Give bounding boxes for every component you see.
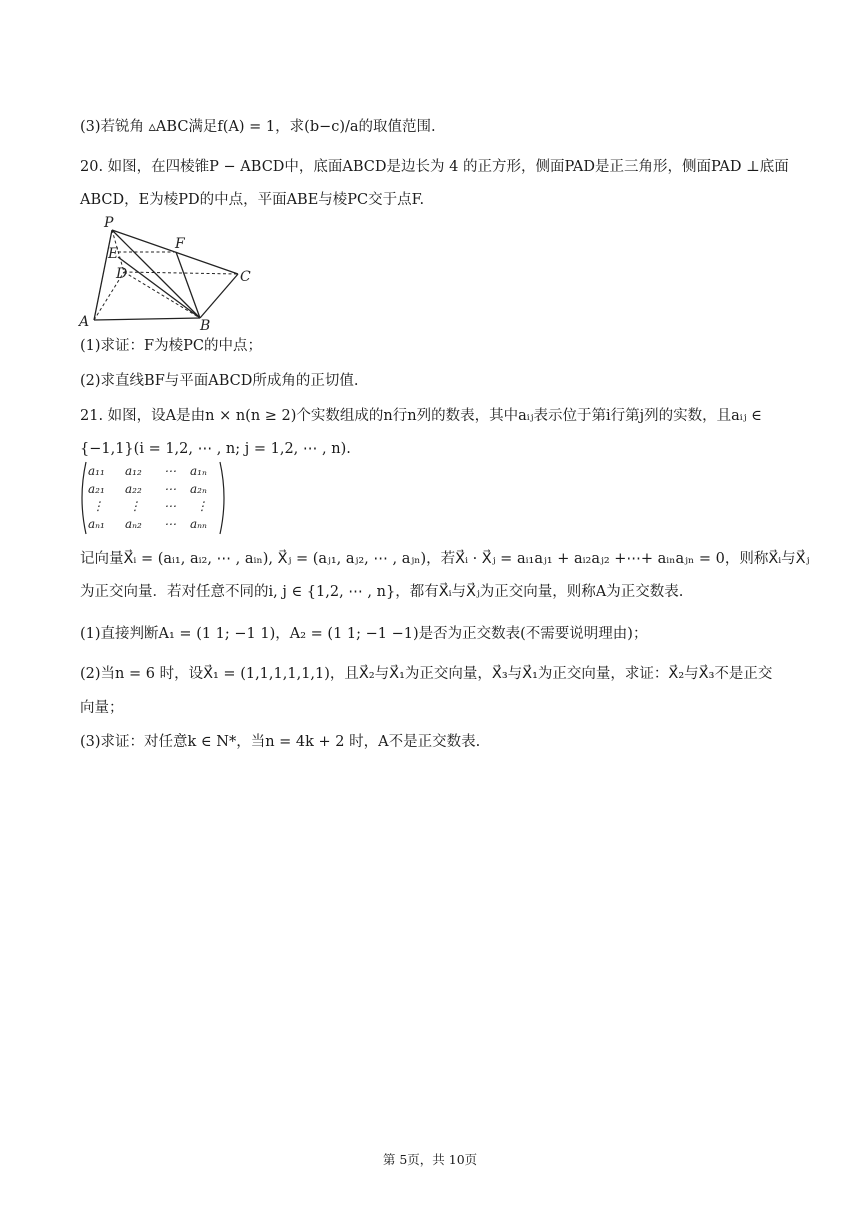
q21-part3: (3)求证：对任意k ∈ N*，当n = 4k + 2 时，A不是正交数表. [80,734,481,750]
q21-part1: (1)直接判断A₁ = (1 1; −1 1)，A₂ = (1 1; −1 −1)是否为正交数表(不需要说明理由)； [80,626,648,642]
pyramid-figure [76,212,266,332]
q20-part2: (2)求直线BF与平面ABCD所成角的正切值. [80,373,359,389]
label-D: D [116,266,128,282]
matrix-cell: a₁₁ [88,464,105,478]
q21-stem-line4: 为正交向量．若对任意不同的i, j ∈ {1,2, ⋯ , n}，都有X⃗ᵢ与X⃗ⱼ为正交向量，则称A为正交数表. [80,584,684,600]
q21-part2-line1: (2)当n = 6 时，设X⃗₁ = (1,1,1,1,1,1)，且X⃗₂与X⃗₁为正交向量，X⃗₃与X⃗₁为正交向量，求证：X⃗₂与X⃗₃不是正交 [80,666,773,682]
matrix-cell: a₂₂ [125,482,142,496]
q19-part3: (3)若锐角 ▵ABC满足f(A) = 1，求(b−c)/a的取值范围. [80,119,436,135]
q20-part1: (1)求证：F为棱PC的中点； [80,338,262,354]
label-A: A [79,314,90,330]
matrix-cell: aₙ₁ [88,517,105,531]
matrix-cell: a₂₁ [88,482,105,496]
matrix-cell: a₂ₙ [190,482,207,496]
matrix-cell: ⋯ [164,464,176,478]
label-P: P [104,215,114,231]
matrix-cell: a₁ₙ [190,464,207,478]
q21-part2-line2: 向量； [80,700,124,716]
matrix-cell: aₙ₂ [125,517,142,531]
matrix-cell: aₙₙ [190,517,207,531]
matrix-cell: ⋯ [164,482,176,496]
q21-stem-line1: 21. 如图，设A是由n × n(n ≥ 2)个实数组成的n行n列的数表，其中aᵢⱼ表示位于第i行第j列的实数，且aᵢⱼ ∈ [80,408,762,424]
matrix-cell: ⋯ [164,517,176,531]
matrix-figure [78,460,238,536]
matrix-cell: ⋯ [164,499,176,513]
label-C: C [240,269,251,285]
page-footer: 第 5页，共 10页 [382,1152,478,1167]
label-F: F [175,236,185,252]
q21-stem-line2: {−1,1}(i = 1,2, ⋯ , n; j = 1,2, ⋯ , n). [80,441,351,457]
matrix-cell: a₁₂ [125,464,142,478]
label-E: E [108,246,119,262]
matrix-cell: ⋮ [92,499,104,513]
q21-stem-line3: 记向量X⃗ᵢ = (aᵢ₁, aᵢ₂, ⋯ , aᵢₙ), X⃗ⱼ = (aⱼ₁, aⱼ₂, ⋯ , aⱼₙ)，若X⃗ᵢ · X⃗ⱼ = aᵢ₁aⱼ₁ + aᵢ₂aⱼ₂ +⋯+ aᵢₙaⱼₙ = 0，则称X⃗ᵢ与X⃗ⱼ [80,551,810,567]
matrix-cell: ⋮ [129,499,141,513]
matrix-cell: ⋮ [196,499,208,513]
q20-stem-line1: 20. 如图，在四棱锥P − ABCD中，底面ABCD是边长为 4 的正方形，侧面PAD是正三角形，侧面PAD ⊥底面 [80,159,789,175]
q20-stem-line2: ABCD，E为棱PD的中点，平面ABE与棱PC交于点F. [80,192,425,208]
label-B: B [200,318,211,332]
